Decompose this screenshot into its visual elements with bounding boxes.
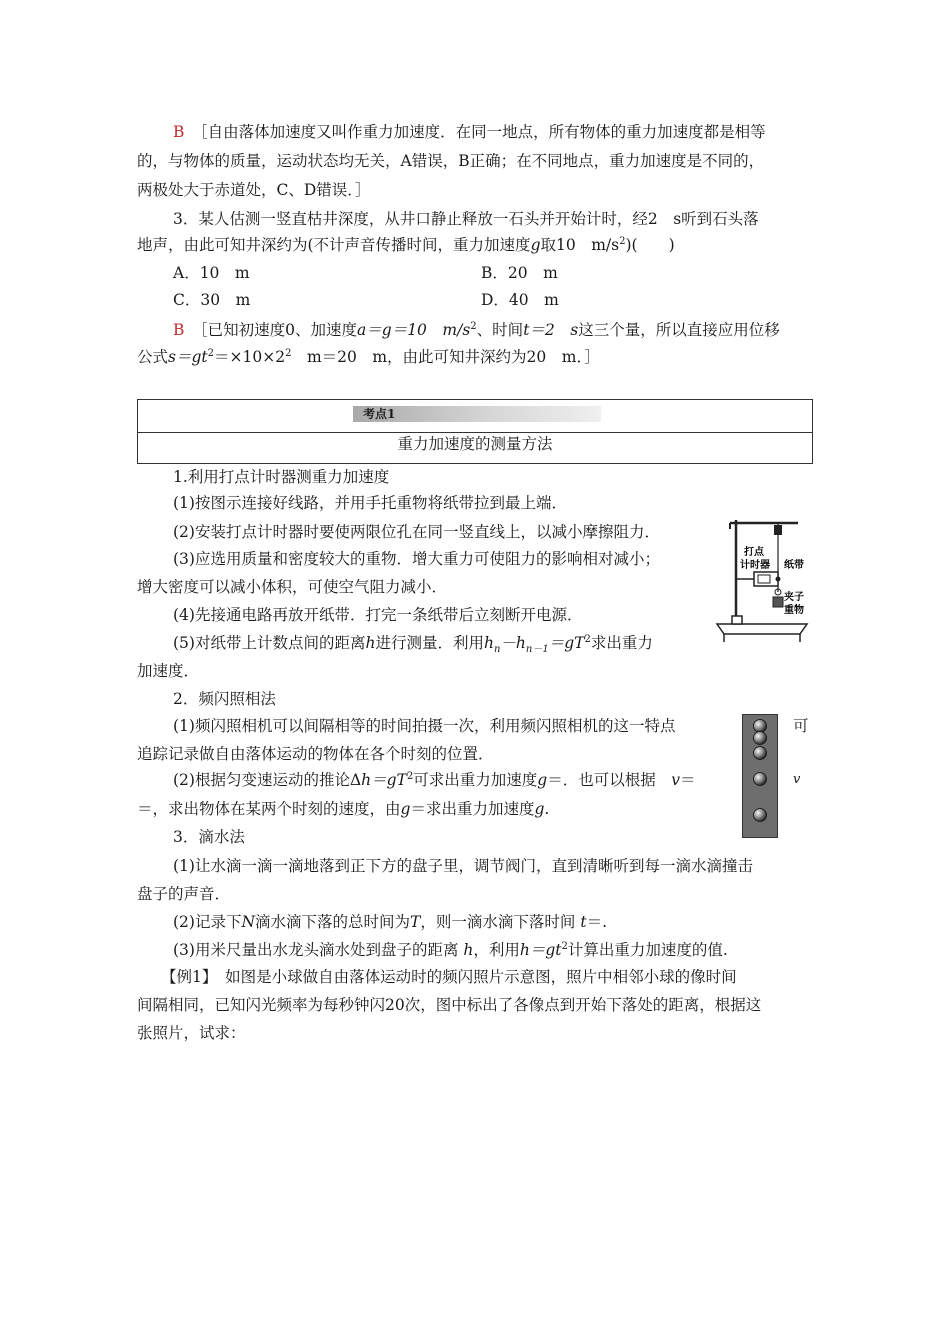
option-c: C．30 m bbox=[173, 291, 251, 309]
step-text: 加速度． bbox=[137, 662, 200, 680]
figure-label-timer: 计时器 bbox=[740, 560, 770, 571]
step-text: (1)频闪照相机可以间隔相等的时间拍摄一次，利用频闪照相机的这一特点 bbox=[173, 717, 676, 735]
falling-ball bbox=[754, 720, 767, 733]
flash-photo-figure bbox=[742, 714, 778, 838]
step-text: 增大密度可以减小体积，可使空气阻力减小． bbox=[137, 578, 448, 596]
figure-label-timer: 打点 bbox=[744, 547, 764, 558]
answer-text: 两极处大于赤道处，C、D错误．］ bbox=[137, 181, 371, 199]
step-text: (1)让水滴一滴一滴地落到正下方的盘子里，调节阀门，直到清晰听到每一滴水滴撞击 bbox=[173, 857, 753, 875]
step-text: (2)记录下N滴水滴下落的总时间为T，则一滴水滴下落时间 t＝. bbox=[173, 913, 608, 931]
answer-letter: B bbox=[173, 123, 185, 141]
example-line: 张照片，试求： bbox=[137, 1024, 246, 1042]
method-heading: 1.利用打点计时器测重力加速度 bbox=[173, 468, 390, 486]
step-text: v bbox=[793, 772, 801, 787]
question-3-stem: 3．某人估测一竖直枯井深度，从井口静止释放一石头并开始计时，经2 s听到石头落 bbox=[173, 210, 759, 228]
answer-line: 公式$s=gt^2=\times 10\times 2^2$ m＝20 m，由此可知井深约为20 m．］ bbox=[137, 347, 600, 366]
answer-text: ［自由落体加速度又叫作重力加速度．在同一地点，所有物体的重力加速度都是相等 bbox=[199, 123, 766, 141]
step-text: (3)应选用质量和密度较大的重物．增大重力可使阻力的影响相对减小； bbox=[173, 550, 660, 568]
section-title: 重力加速度的测量方法 bbox=[397, 435, 553, 453]
example-line: 【例1】 如图是小球做自由落体运动时的频闪照片示意图，照片中相邻小球的像时间 bbox=[161, 968, 737, 986]
step-text: 盘子的声音． bbox=[137, 885, 231, 903]
method-heading: 2．频闪照相法 bbox=[173, 690, 276, 708]
figure-label-weight: 重物 bbox=[784, 605, 804, 616]
answer-line: B ［已知初速度0、加速度a＝g＝10 $m/s^2$、时间t＝2 s这三个量，所以直接应用位移 bbox=[173, 320, 780, 339]
section-tag: 考点1 bbox=[353, 406, 601, 422]
figure-label-clip: 夹子 bbox=[784, 592, 804, 603]
step-text: (5)对纸带上计数点间的距离h进行测量．利用$h_n-h_{n-1}=gT^2$求出重力 bbox=[173, 633, 653, 656]
step-text: (1)按图示连接好线路，并用手托重物将纸带拉到最上端． bbox=[173, 494, 567, 512]
falling-ball bbox=[754, 747, 767, 760]
falling-ball bbox=[754, 773, 767, 786]
answer-line bbox=[173, 122, 766, 142]
option-b: B．20 m bbox=[481, 264, 558, 282]
answer-text: 的，与物体的质量，运动状态均无关，A错误，B正确；在不同地点，重力加速度是不同的， bbox=[137, 152, 765, 170]
method-heading: 3．滴水法 bbox=[173, 828, 245, 846]
option-d: D．40 m bbox=[481, 291, 559, 309]
step-text: (4)先接通电路再放开纸带．打完一条纸带后立刻断开电源． bbox=[173, 606, 583, 624]
figure-label-tape: 纸带 bbox=[784, 560, 804, 571]
example-tag: 【例1】 bbox=[161, 968, 210, 986]
question-3-stem: 地声，由此可知井深约为(不计声音传播时间，重力加速度g取10 $m/s^2$)( ) bbox=[137, 235, 675, 254]
option-a: A．10 m bbox=[173, 264, 250, 282]
falling-ball bbox=[754, 732, 767, 745]
answer-letter: B bbox=[173, 321, 185, 339]
ticker-timer-figure bbox=[712, 512, 812, 642]
section-header-box bbox=[137, 399, 813, 464]
step-text: ＝，求出物体在某两个时刻的速度，由g＝求出重力加速度g. bbox=[137, 800, 550, 818]
example-line: 间隔相同，已知闪光频率为每秒钟闪20次，图中标出了各像点到开始下落处的距离，根据这 bbox=[137, 996, 762, 1014]
step-text: (2)安装打点计时器时要使两限位孔在同一竖直线上，以减小摩擦阻力． bbox=[173, 523, 660, 541]
step-text: 可 bbox=[793, 717, 809, 735]
step-text: (3)用米尺量出水龙头滴水处到盘子的距离 h，利用$h=gt^2$计算出重力加速度的值. bbox=[173, 940, 728, 959]
step-text: 追踪记录做自由落体运动的物体在各个时刻的位置． bbox=[137, 745, 494, 763]
step-text: (2)根据匀变速运动的推论$\Delta h=gT^2$可求出重力加速度g＝．也可以根据 v＝ bbox=[173, 770, 696, 789]
falling-ball bbox=[754, 809, 767, 822]
